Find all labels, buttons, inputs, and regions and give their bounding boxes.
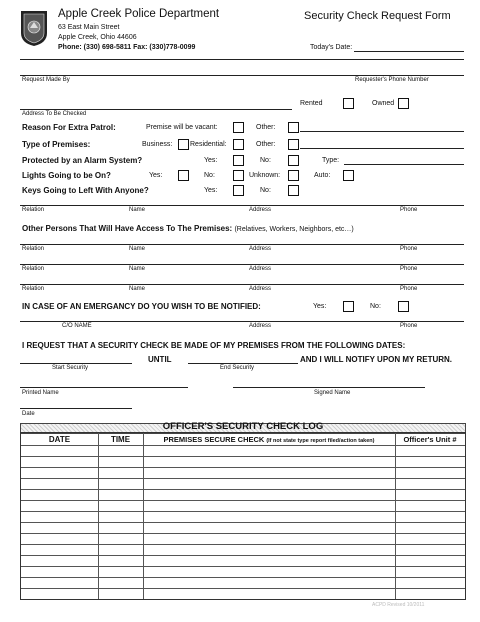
date-field[interactable] — [20, 408, 132, 409]
emergency-heading: IN CASE OF AN EMERGANCY DO YOU WISH TO BE NOTIFIED: — [22, 302, 261, 311]
owned-label: Owned — [372, 100, 395, 107]
residential-label: Residential: — [190, 141, 227, 148]
log-row-line — [21, 489, 465, 490]
lights-unknown-checkbox[interactable] — [288, 170, 299, 181]
log-header-bottom — [21, 445, 465, 446]
log-col-premises — [143, 435, 395, 444]
residential-checkbox[interactable] — [233, 139, 244, 150]
signed-name-label: Signed Name — [314, 390, 351, 396]
log-row-line — [21, 522, 465, 523]
requester-phone-label: Requester's Phone Number — [355, 77, 429, 83]
security-check-log-table — [20, 432, 466, 600]
date-label: Date — [22, 411, 35, 417]
log-row-line — [21, 544, 465, 545]
dept-name: Apple Creek Police Department — [58, 8, 220, 20]
emergency-yes-label: Yes: — [313, 303, 327, 310]
premises-other-field[interactable] — [300, 148, 464, 149]
keys-label: Keys Going to Left With Anyone? — [22, 186, 149, 195]
log-row-line — [21, 533, 465, 534]
premise-vacant-label: Premise will be vacant: — [146, 124, 218, 131]
co-address-label: Address — [249, 323, 272, 329]
todays-date-label: Today's Date: — [310, 44, 353, 51]
other-person-2-address-label: Address — [249, 266, 272, 272]
lights-no-checkbox[interactable] — [233, 170, 244, 181]
dept-address-line1: 63 East Main Street — [58, 24, 120, 31]
reason-label: Reason For Extra Patrol: — [22, 123, 116, 132]
rented-checkbox[interactable] — [343, 98, 354, 109]
alarm-no-checkbox[interactable] — [288, 155, 299, 166]
other-person-2-relation-label: Relation — [22, 266, 45, 272]
todays-date-field[interactable] — [354, 51, 464, 52]
premises-other-checkbox[interactable] — [288, 139, 299, 150]
alarm-yes-label: Yes: — [204, 157, 218, 164]
other-person-1-relation-label: Relation — [22, 246, 45, 252]
end-security-field[interactable] — [188, 363, 298, 364]
end-security-label: End Security — [220, 365, 255, 371]
lights-auto-checkbox[interactable] — [343, 170, 354, 181]
notify-return-label: AND I WILL NOTIFY UPON MY RETURN. — [300, 355, 453, 364]
other-person-3-address-label: Address — [249, 286, 272, 292]
reason-other-label: Other: — [256, 124, 276, 131]
other-person-1-name-label: Name — [129, 246, 146, 252]
printed-name-field[interactable] — [20, 387, 188, 388]
rented-label: Rented — [300, 100, 323, 107]
dept-phone-fax: Phone: (330) 698-5811 Fax: (330)778-0099 — [58, 44, 196, 51]
other-person-1-phone-label: Phone — [400, 246, 418, 252]
keys-no-label: No: — [260, 187, 271, 194]
other-person-3-name-label: Name — [129, 286, 146, 292]
log-row-line — [21, 500, 465, 501]
reason-other-field[interactable] — [300, 131, 464, 132]
business-checkbox[interactable] — [178, 139, 189, 150]
lights-unknown-label: Unknown: — [249, 172, 281, 179]
other-person-1-address-label: Address — [249, 246, 272, 252]
business-label: Business: — [142, 141, 173, 148]
log-col-time: TIME — [110, 435, 131, 444]
start-security-field[interactable] — [20, 363, 132, 364]
log-col-divider-2 — [143, 433, 144, 599]
log-row-line — [21, 566, 465, 567]
header-divider — [20, 59, 464, 60]
key-holder-field[interactable] — [20, 205, 464, 206]
log-row-line — [21, 588, 465, 589]
other-person-3-field[interactable] — [20, 284, 464, 285]
others-heading-text: Other Persons That Will Have Access To The Premises: — [22, 224, 233, 233]
emergency-no-checkbox[interactable] — [398, 301, 409, 312]
log-row-line — [21, 456, 465, 457]
key-holder-name-label: Name — [129, 207, 146, 213]
others-heading-sub: (Relatives, Workers, Neighbors, etc…) — [234, 226, 354, 233]
log-col-divider-3 — [395, 433, 396, 599]
other-person-3-phone-label: Phone — [400, 286, 418, 292]
alarm-type-label: Type: — [322, 157, 340, 164]
form-title: Security Check Request Form — [304, 10, 451, 22]
lights-no-label: No: — [204, 172, 215, 179]
log-col-unit: Officer's Unit # — [403, 435, 457, 444]
lights-yes-label: Yes: — [149, 172, 163, 179]
log-row-line — [21, 555, 465, 556]
other-person-2-name-label: Name — [129, 266, 146, 272]
log-row-line — [21, 511, 465, 512]
police-badge-logo — [19, 7, 49, 47]
other-person-2-field[interactable] — [20, 264, 464, 265]
key-holder-phone-label: Phone — [400, 207, 418, 213]
keys-no-checkbox[interactable] — [288, 185, 299, 196]
until-label: UNTIL — [148, 355, 172, 364]
alarm-yes-checkbox[interactable] — [233, 155, 244, 166]
other-person-2-phone-label: Phone — [400, 266, 418, 272]
log-col-divider-1 — [98, 433, 99, 599]
request-made-by-field[interactable] — [20, 75, 464, 76]
emergency-no-label: No: — [370, 303, 381, 310]
lights-auto-label: Auto: — [314, 172, 331, 179]
reason-other-checkbox[interactable] — [288, 122, 299, 133]
others-heading — [22, 224, 354, 233]
premise-vacant-checkbox[interactable] — [233, 122, 244, 133]
address-checked-field[interactable] — [20, 109, 292, 110]
log-row-line — [21, 478, 465, 479]
keys-yes-checkbox[interactable] — [233, 185, 244, 196]
log-row-line — [21, 577, 465, 578]
log-title: OFFICER'S SECURITY CHECK LOG — [162, 421, 324, 432]
lights-yes-checkbox[interactable] — [178, 170, 189, 181]
co-phone-label: Phone — [400, 323, 418, 329]
keys-yes-label: Yes: — [204, 187, 218, 194]
key-holder-relation-label: Relation — [22, 207, 45, 213]
lights-label: Lights Going to be On? — [22, 171, 111, 180]
request-statement: I REQUEST THAT A SECURITY CHECK BE MADE OF MY PREMISES FROM THE FOLLOWING DATES: — [22, 341, 406, 350]
premises-other-label: Other: — [256, 141, 276, 148]
log-row-line — [21, 467, 465, 468]
log-col-premises-label: PREMISES SECURE CHECK — [163, 435, 265, 444]
type-premises-label: Type of Premises: — [22, 140, 91, 149]
start-security-label: Start Security — [52, 365, 89, 371]
request-made-by-label: Request Made By — [22, 77, 70, 83]
key-holder-address-label: Address — [249, 207, 272, 213]
dept-address-line2: Apple Creek, Ohio 44606 — [58, 34, 137, 41]
address-checked-label: Address To Be Checked — [22, 111, 87, 117]
footer-revision-code: ACPD Revised 10/2011 — [372, 602, 425, 608]
other-person-1-field[interactable] — [20, 244, 464, 245]
signed-name-field[interactable] — [233, 387, 425, 388]
log-col-premises-note: (If not state type report filed/action taken) — [266, 438, 375, 444]
log-col-date: DATE — [48, 435, 71, 444]
alarm-type-field[interactable] — [344, 164, 464, 165]
other-person-3-relation-label: Relation — [22, 286, 45, 292]
emergency-yes-checkbox[interactable] — [343, 301, 354, 312]
alarm-label: Protected by an Alarm System? — [22, 156, 143, 165]
alarm-no-label: No: — [260, 157, 271, 164]
co-name-label: C/O NAME — [62, 323, 92, 329]
printed-name-label: Printed Name — [22, 390, 59, 396]
co-contact-field[interactable] — [20, 321, 464, 322]
owned-checkbox[interactable] — [398, 98, 409, 109]
